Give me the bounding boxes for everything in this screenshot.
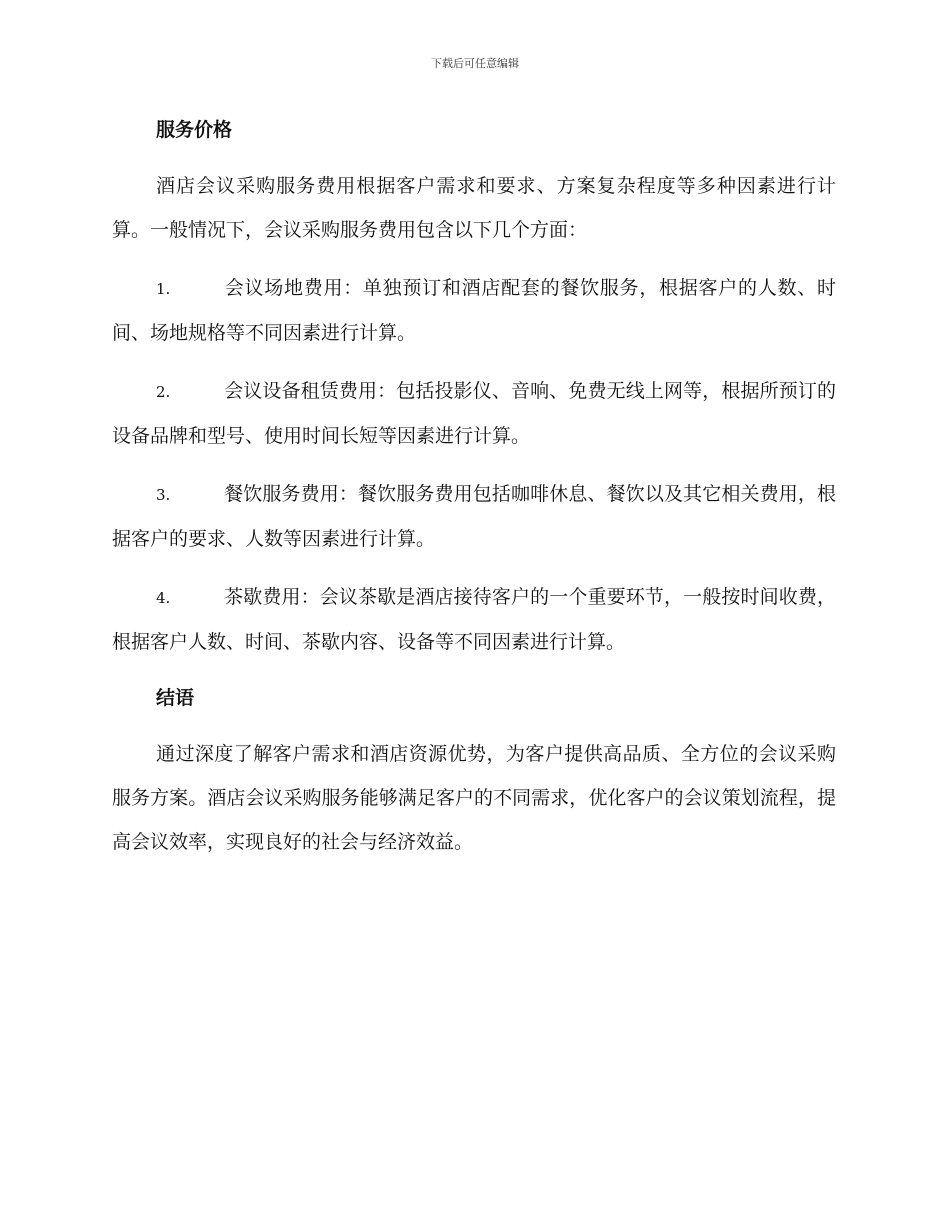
list-item bbox=[112, 369, 836, 458]
list-item-number: 4. bbox=[156, 589, 171, 607]
list-item-number: 1. bbox=[156, 280, 171, 298]
document-body bbox=[112, 110, 836, 878]
list-item-text: 餐饮服务费用：餐饮服务费用包括咖啡休息、餐饮以及其它相关费用，根据客户的要求、人数等因素进行计算。 bbox=[112, 483, 836, 550]
list-item-text: 会议场地费用：单独预订和酒店配套的餐饮服务，根据客户的人数、时间、场地规格等不同因素进行计算。 bbox=[112, 277, 836, 344]
section-title-conclusion: 结语 bbox=[156, 687, 195, 709]
list-item-text: 茶歇费用：会议茶歇是酒店接待客户的一个重要环节，一般按时间收费，根据客户人数、时间、茶歇内容、设备等不同因素进行计算。 bbox=[112, 586, 836, 653]
section-title-price: 服务价格 bbox=[156, 119, 233, 141]
page-header-note: 下载后可任意编辑 bbox=[431, 57, 519, 70]
list-item bbox=[112, 472, 836, 561]
list-item-text: 会议设备租赁费用：包括投影仪、音响、免费无线上网等，根据所预订的设备品牌和型号、使用时间长短等因素进行计算。 bbox=[112, 380, 836, 447]
list-item bbox=[112, 575, 836, 664]
price-intro-paragraph: 酒店会议采购服务费用根据客户需求和要求、方案复杂程度等多种因素进行计算。一般情况下，会议采购服务费用包含以下几个方面： bbox=[112, 175, 836, 241]
conclusion-paragraph: 通过深度了解客户需求和酒店资源优势，为客户提供高品质、全方位的会议采购服务方案。酒店会议采购服务能够满足客户的不同需求，优化客户的会议策划流程，提高会议效率，实现良好的社会与经济效益。 bbox=[112, 743, 836, 853]
list-item-number: 2. bbox=[156, 383, 171, 401]
list-item-number: 3. bbox=[156, 486, 171, 504]
list-item bbox=[112, 266, 836, 355]
